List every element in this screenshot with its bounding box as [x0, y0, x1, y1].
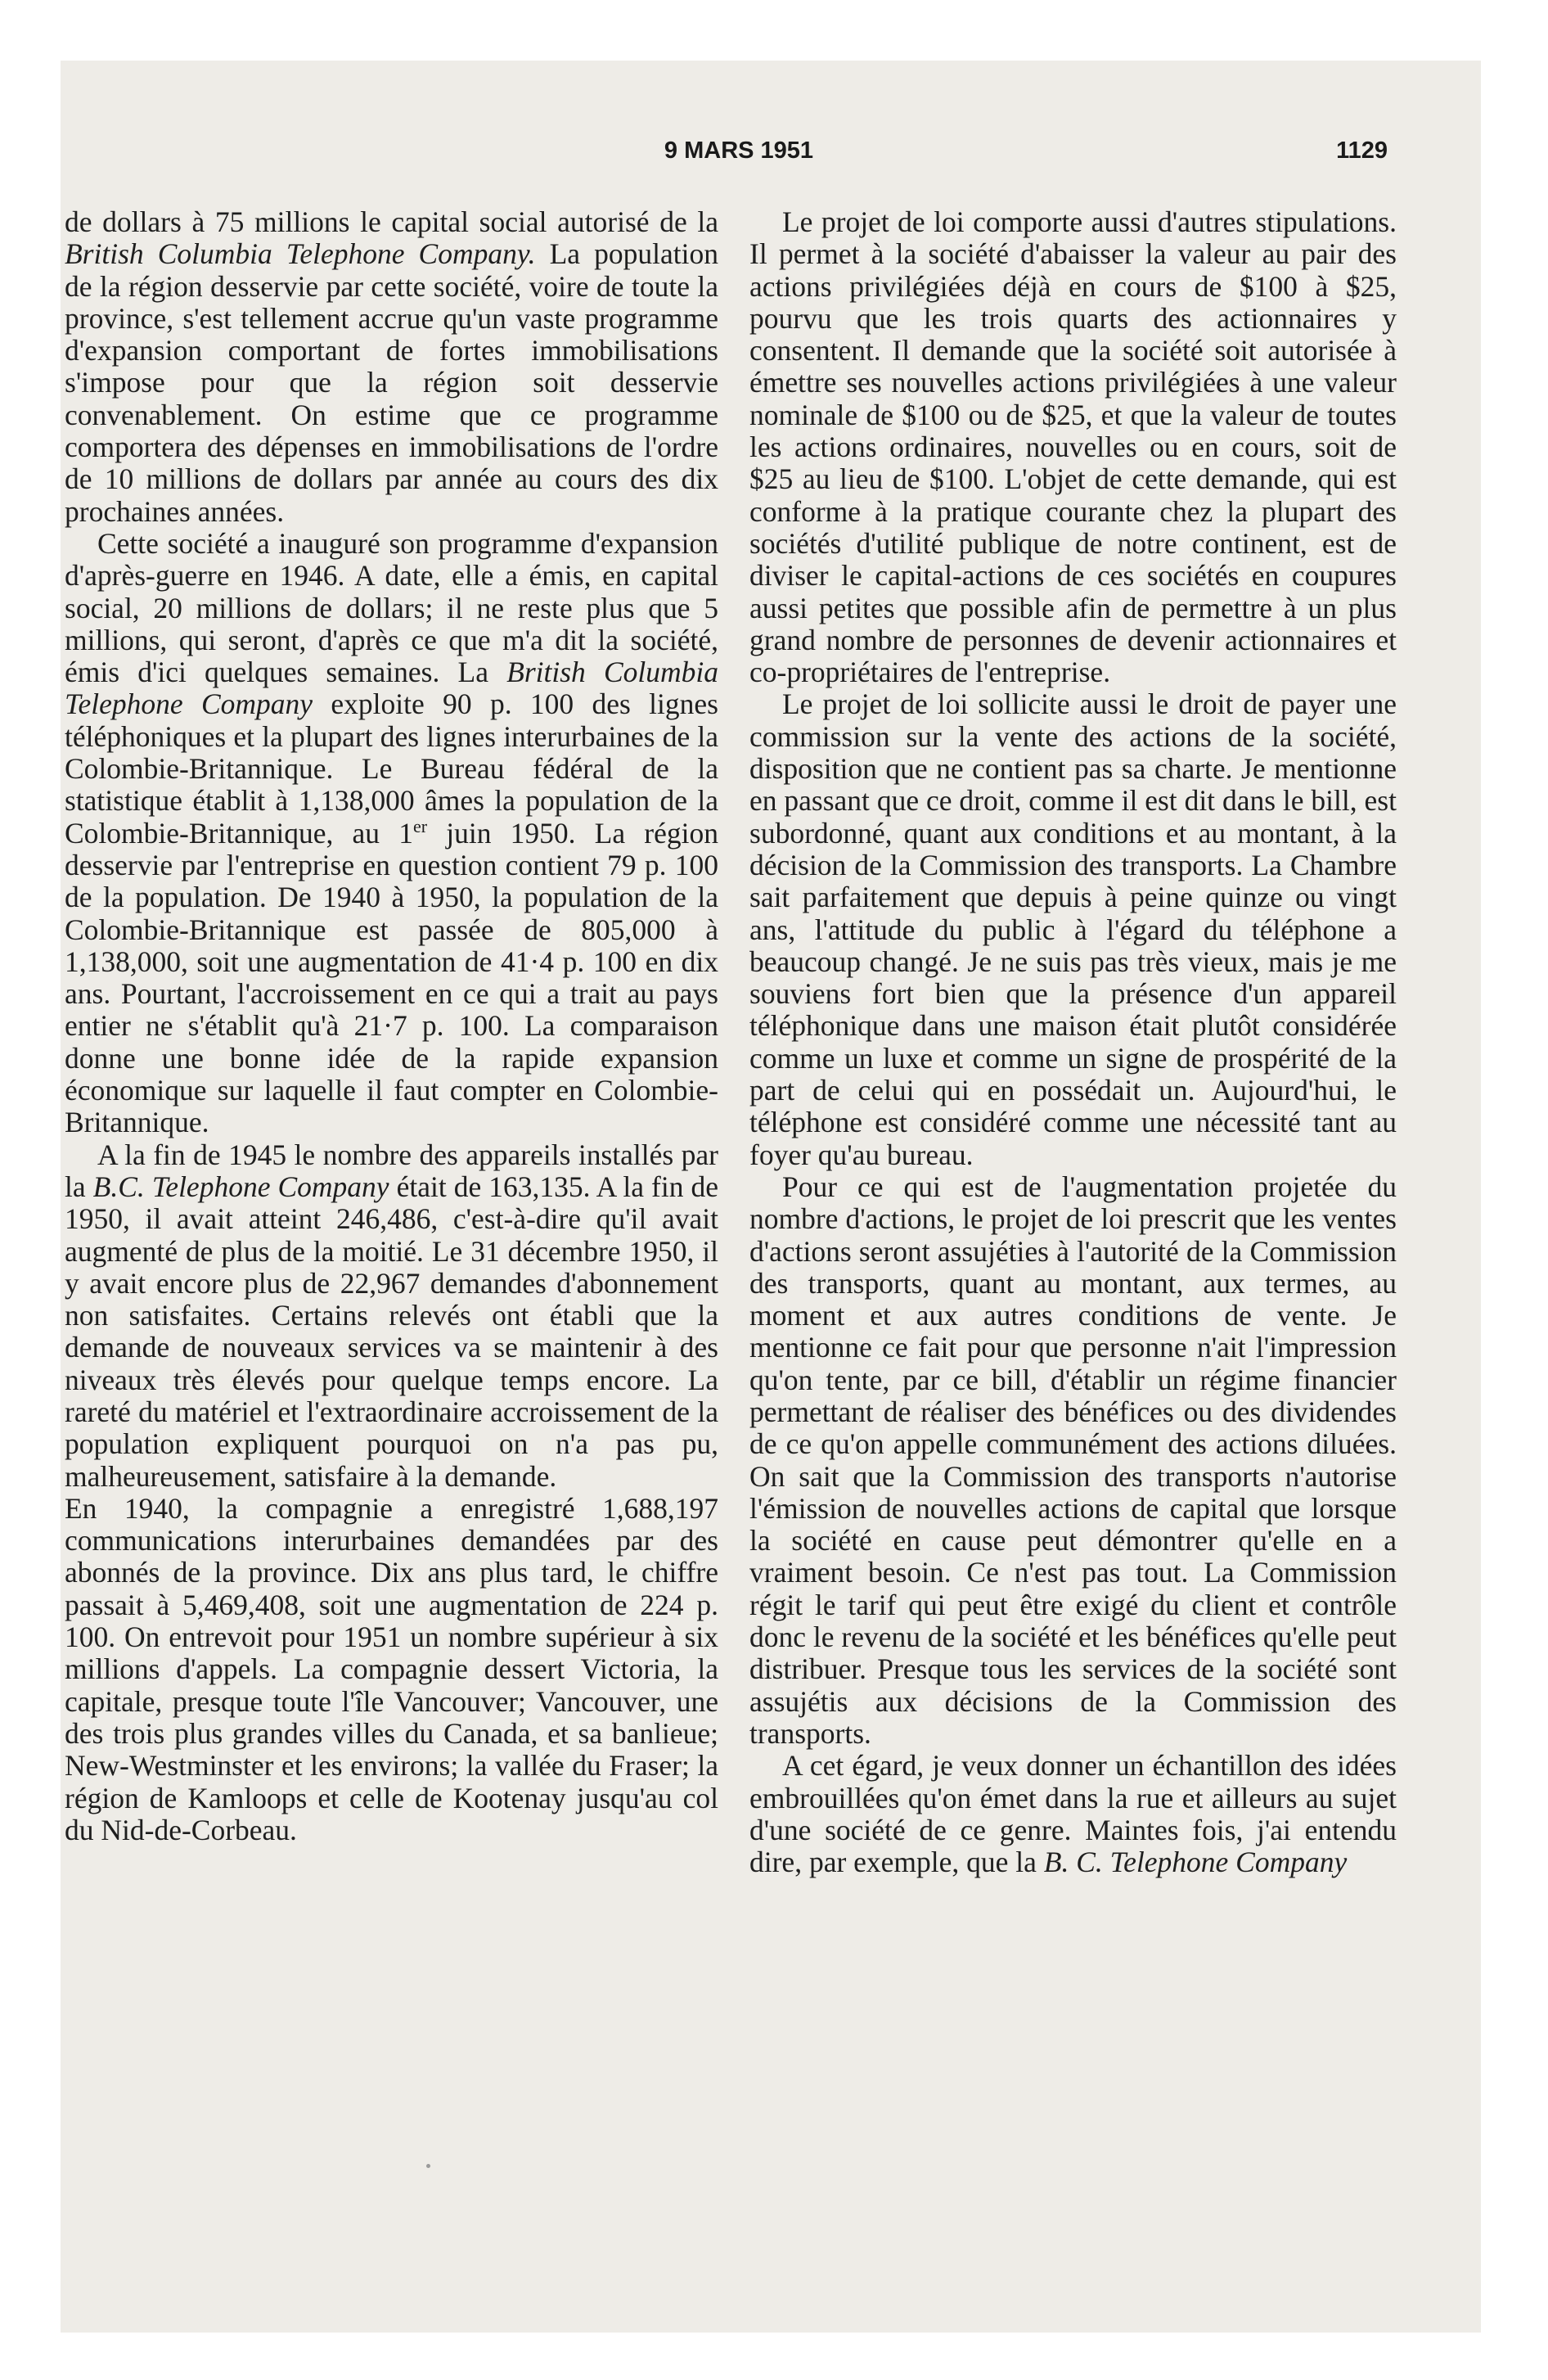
- text-run: Le projet de loi sollicite aussi le droit de payer une commission sur la vente des actions de la société, disposition que ne contient pas sa charte. Je mentionne en passant que ce droit, comme il est dit dans le bill, est subordonné, quant aux conditions et au montant, à la décision de la Commission des transports. La Chambre sait parfaitement que depuis à peine quinze ou vingt ans, l'attitude du public à l'égard du téléphone a beaucoup changé. Je ne suis pas très vieux, mais je me souviens fort bien que la présence d'un appareil téléphonique dans une maison était plutôt considérée comme un luxe et comme un signe de prospérité de la part de celui qui en possédait un. Aujourd'hui, le téléphone est considéré comme une nécessité tant au foyer qu'au bureau.: [749, 687, 1397, 1171]
- right-column: [749, 206, 1397, 1878]
- left-column: [65, 206, 718, 1846]
- text-run: était de 163,135. A la fin de 1950, il avait atteint 246,486, c'est-à-dire qu'il avait augmenté de plus de la moitié. Le 31 décembre 1950, il y avait encore plus de 22,967 demandes d'abonnement non satisfaites. Certains relevés ont établi que la demande de nouveaux services va se maintenir à des niveaux très élevés pour quelque temps encore. La rareté du matériel et l'extraordinaire accroissement de la population expliquent pourquoi on n'a pas pu, malheureusement, satisfaire à la demande.: [65, 1170, 718, 1493]
- italic-text: B.C. Telephone Company: [92, 1170, 389, 1203]
- paragraph: [749, 206, 1397, 688]
- paragraph: [749, 1171, 1397, 1750]
- paragraph: [749, 688, 1397, 1170]
- text-run: A la fin de 1945 le nombre des appareils installés par la: [65, 1138, 718, 1203]
- italic-text: B. C. Telephone Company: [1043, 1846, 1348, 1879]
- header-date: 9 MARS 1951: [664, 137, 814, 164]
- page-header: [61, 137, 1417, 170]
- page-number: 1129: [1336, 137, 1388, 164]
- paragraph: [65, 528, 718, 1139]
- paragraph: [65, 1493, 718, 1846]
- text-run: Pour ce qui est de l'augmentation projetée du nombre d'actions, le projet de loi prescrit que les ventes d'actions seront assujéties à l'autorité de la Commission des transports, quant au montant, aux termes, au moment et aux autres conditions de vente. Je mentionne ce fait pour que personne n'ait l'impression qu'on tente, par ce bill, d'établir un régime financier permettant de réaliser des bénéfices ou des dividendes de ce qu'on appelle communément des actions diluées. On sait que la Commission des transports n'autorise l'émission de nouvelles actions de capital que lorsque la société en cause peut démontrer qu'elle en a vraiment besoin. Ce n'est pas tout. La Commission régit le tarif qui peut être exigé du client et contrôle donc le revenu de la société et les bénéfices qu'elle peut distribuer. Presque tous les services de la société sont assujétis aux décisions de la Commission des transports.: [749, 1170, 1397, 1750]
- text-run: La population de la région desservie par cette société, voire de toute la province, s'est tellement accrue qu'un vaste programme d'expansion comportant de fortes immobilisations s'impose pour que la région soit desservie convenablement. On estime que ce programme comportera des dépenses en immobilisations de l'ordre de 10 millions de dollars par année au cours des dix prochaines années.: [65, 237, 718, 528]
- paragraph: [749, 1750, 1397, 1878]
- italic-text: British Columbia Telephone Company: [65, 656, 719, 721]
- paragraph: [65, 206, 718, 528]
- paragraph: [65, 1139, 718, 1493]
- text-run: Le projet de loi comporte aussi d'autres stipulations. Il permet à la société d'abaisser la valeur au pair des actions privilégiées déjà en cours de $100 à $25, pourvu que les trois quarts des actionnaires y consentent. Il demande que la société soit autorisée à émettre ses nouvelles actions privilégiées à une valeur nominale de $100 ou de $25, et que la valeur de toutes les actions ordinaires, nouvelles ou en cours, soit de $25 au lieu de $100. L'objet de cette demande, qui est conforme à la pratique courante chez la plupart des sociétés d'utilité publique de notre continent, est de diviser le capital-actions de ces sociétés en coupures aussi petites que possible afin de permettre à un plus grand nombre de personnes de devenir actionnaires et co-propriétaires de l'entreprise.: [749, 205, 1397, 689]
- text-run: de dollars à 75 millions le capital social autorisé de la: [65, 205, 718, 238]
- print-speck: [426, 2164, 430, 2168]
- text-run: juin 1950. La région desservie par l'entreprise en question contient 79 p. 100 de la population. De 1940 à 1950, la population de la Colombie-Britannique est passée de 805,000 à 1,138,000, soit une augmentation de 41·4 p. 100 en dix ans. Pourtant, l'accroissement en ce qui a trait au pays entier ne s'établit qu'à 21·7 p. 100. La comparaison donne une bonne idée de la rapide expansion économique sur laquelle il faut compter en Colombie-Britannique.: [65, 816, 718, 1139]
- text-run: En 1940, la compagnie a enregistré 1,688,197 communications interurbaines demandées par des abonnés de la province. Dix ans plus tard, le chiffre passait à 5,469,408, soit une augmentation de 224 p. 100. On entrevoit pour 1951 un nombre supérieur à six millions d'appels. La compagnie dessert Victoria, la capitale, presque toute l'île Vancouver; Vancouver, une des trois plus grandes villes du Canada, et sa banlieue; New-Westminster et les environs; la vallée du Fraser; la région de Kamloops et celle de Kootenay jusqu'au col du Nid-de-Corbeau.: [65, 1491, 718, 1846]
- superscript-text: er: [412, 815, 428, 836]
- italic-text: British Columbia Telephone Company.: [65, 237, 536, 271]
- text-run: exploite 90 p. 100 des lignes téléphoniques et la plupart des lignes interurbaines de la Colombie-Britannique. Le Bureau fédéral de la statistique établit à 1,138,000 âmes la population de la Colombie-Britannique, au 1: [65, 687, 718, 850]
- text-run: Cette société a inauguré son programme d'expansion d'après-guerre en 1946. A date, elle a émis, en capital social, 20 millions de dollars; il ne reste plus que 5 millions, qui seront, d'après ce que m'a dit la société, émis d'ici quelques semaines. La: [65, 526, 718, 689]
- text-run: A cet égard, je veux donner un échantillon des idées embrouillées qu'on émet dans la rue et ailleurs au sujet d'une société de ce genre. Maintes fois, j'ai entendu dire, par exemple, que la: [749, 1749, 1397, 1879]
